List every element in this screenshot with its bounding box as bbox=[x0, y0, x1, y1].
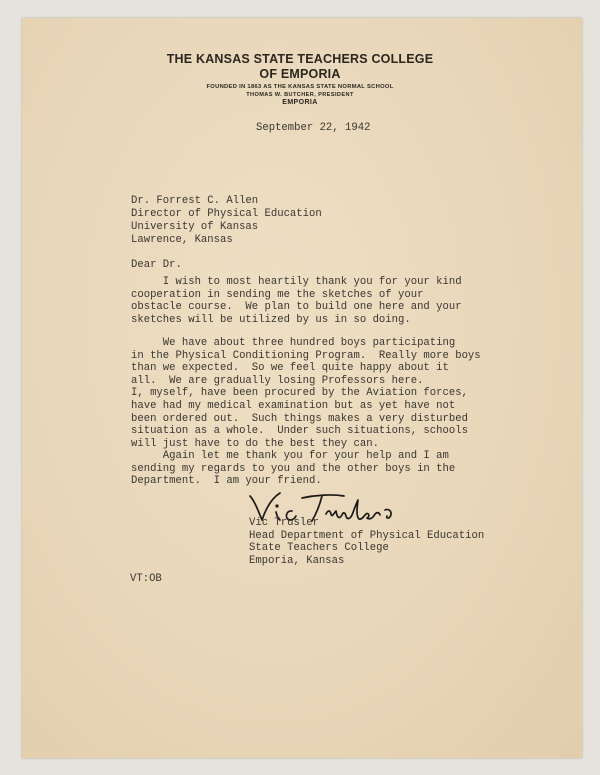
letterhead-president: THOMAS W. BUTCHER, PRESIDENT bbox=[246, 92, 354, 98]
signer-city: Emporia, Kansas bbox=[249, 555, 345, 567]
signer-institution: State Teachers College bbox=[249, 542, 389, 554]
recipient-title: Director of Physical Education bbox=[131, 208, 322, 220]
body-paragraph-3: Again let me thank you for your help and I am sending my regards to you and the other boys in the Department. I am your friend. bbox=[131, 450, 456, 488]
letterhead-city: EMPORIA bbox=[282, 99, 318, 106]
letterhead-college-location: OF EMPORIA bbox=[259, 67, 341, 81]
recipient-city: Lawrence, Kansas bbox=[131, 234, 233, 246]
body-paragraph-2: We have about three hundred boys participating in the Physical Conditioning Program. Really more boys than we expected. So we feel quite happy about it all. We are gradually losing Professors here. I, myself, have been procured by the Aviation forces, have had my medical examination but as yet have not been ordered out. Such things makes a very disturbed situation as a whole. Under such situations, schools will just have to do the best they can. bbox=[131, 337, 481, 450]
reference-initials: VT:OB bbox=[130, 573, 162, 585]
recipient-institution: University of Kansas bbox=[131, 221, 259, 233]
signer-title: Head Department of Physical Education bbox=[249, 530, 485, 542]
body-paragraph-1: I wish to most heartily thank you for your kind cooperation in sending me the sketches of your obstacle course. We plan to build one here and your sketches will be utilized by us in so doing. bbox=[131, 276, 462, 326]
letter-date: September 22, 1942 bbox=[256, 122, 371, 134]
signer-name: Vic Trusler bbox=[249, 517, 319, 529]
letterhead-founded: FOUNDED IN 1863 AS THE KANSAS STATE NORMAL SCHOOL bbox=[206, 84, 394, 90]
recipient-name: Dr. Forrest C. Allen bbox=[131, 195, 259, 207]
salutation: Dear Dr. bbox=[131, 259, 182, 271]
letterhead-college-name: THE KANSAS STATE TEACHERS COLLEGE bbox=[166, 52, 434, 66]
